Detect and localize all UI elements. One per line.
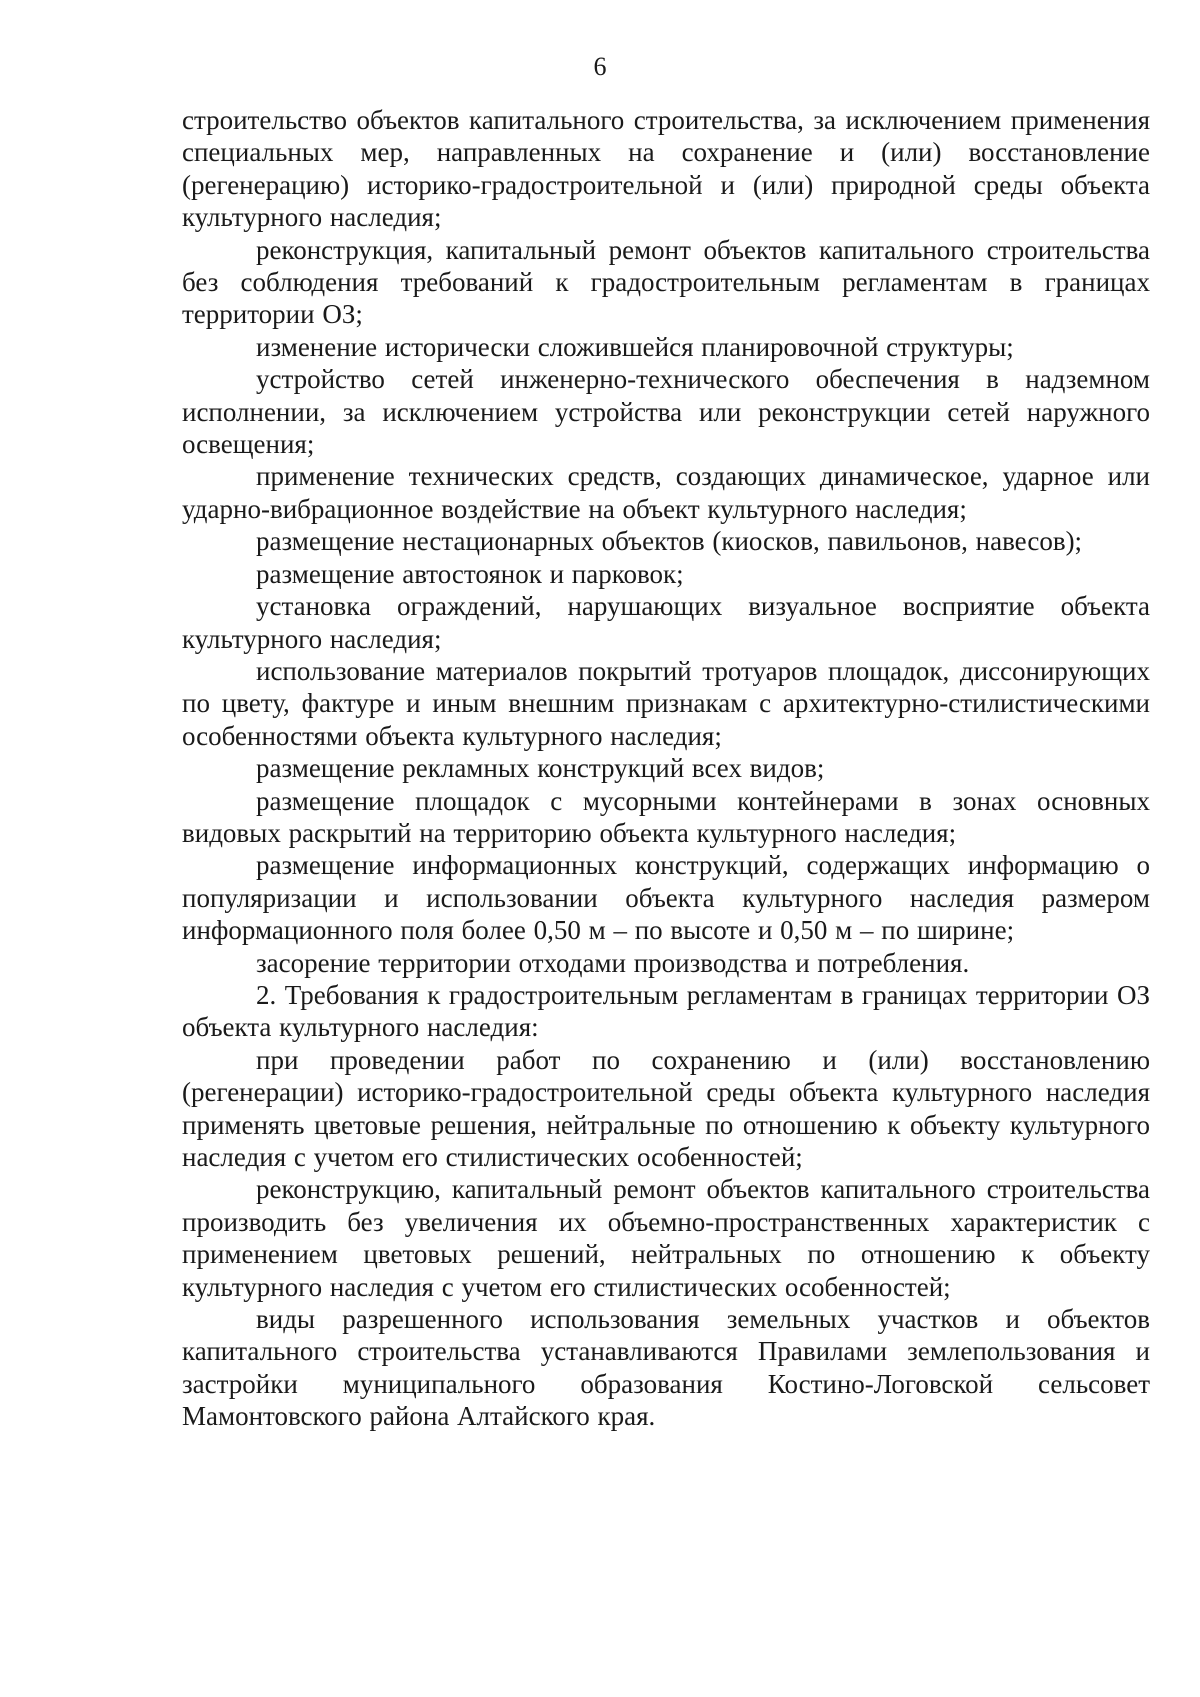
paragraph: устройство сетей инженерно-технического обеспечения в надземном исполнении, за исключением устройства или реконструкции сетей наружного освещения; bbox=[182, 364, 1150, 460]
paragraph: реконструкция, капитальный ремонт объектов капитального строительства без соблюдения требований к градостроительным регламентам в границах территории ОЗ; bbox=[182, 234, 1150, 330]
paragraph: размещение автостоянок и парковок; bbox=[256, 558, 684, 589]
paragraph: изменение исторически сложившейся планировочной структуры; bbox=[256, 331, 1014, 362]
section-heading-paragraph: 2. Требования к градостроительным регламентам в границах территории ОЗ объекта культурного наследия: bbox=[182, 979, 1150, 1043]
paragraph: размещение рекламных конструкций всех видов; bbox=[256, 753, 825, 784]
paragraph: виды разрешенного использования земельных участков и объектов капитального строительства устанавливаются Правилами землепользования и застройки муниципального образования Костино-Логовской сельсовет Мамонтовского района Алтайского края. bbox=[182, 1304, 1150, 1432]
page-number: 6 bbox=[593, 52, 607, 81]
paragraph: размещение нестационарных объектов (киосков, павильонов, навесов); bbox=[256, 526, 1083, 557]
paragraph: установка ограждений, нарушающих визуальное восприятие объекта культурного наследия; bbox=[182, 591, 1150, 654]
paragraph: при проведении работ по сохранению и (или) восстановлению (регенерации) историко-градостроительной среды объекта культурного наследия применять цветовые решения, нейтральные по отношению к объекту культурного наследия с учетом его стилистических особенностей; bbox=[182, 1044, 1150, 1172]
paragraph: реконструкцию, капитальный ремонт объектов капитального строительства производить без увеличения их объемно-пространственных характеристик с применением цветовых решений, нейтральных по отношению к объекту культурного наследия с учетом его стилистических особенностей; bbox=[182, 1174, 1150, 1302]
document-body bbox=[182, 104, 1150, 1433]
paragraph: применение технических средств, создающих динамическое, ударное или ударно-вибрационное воздействие на объект культурного наследия; bbox=[182, 461, 1150, 524]
paragraph: строительство объектов капитального строительства, за исключением применения специальных мер, направленных на сохранение и (или) восстановление (регенерацию) историко-градостроительной и (или) природной среды объекта культурного наследия; bbox=[182, 105, 1150, 233]
paragraph: использование материалов покрытий тротуаров площадок, диссонирующих по цвету, фактуре и иным внешним признакам с архитектурно-стилистическими особенностями объекта культурного наследия; bbox=[182, 655, 1150, 751]
paragraph: размещение площадок с мусорными контейнерами в зонах основных видовых раскрытий на территорию объекта культурного наследия; bbox=[182, 785, 1150, 848]
paragraph: засорение территории отходами производства и потребления. bbox=[256, 947, 970, 978]
paragraph: размещение информационных конструкций, содержащих информацию о популяризации и использовании объекта культурного наследия размером информационного поля более 0,50 м – по высоте и 0,50 м – по ширине; bbox=[182, 850, 1150, 946]
